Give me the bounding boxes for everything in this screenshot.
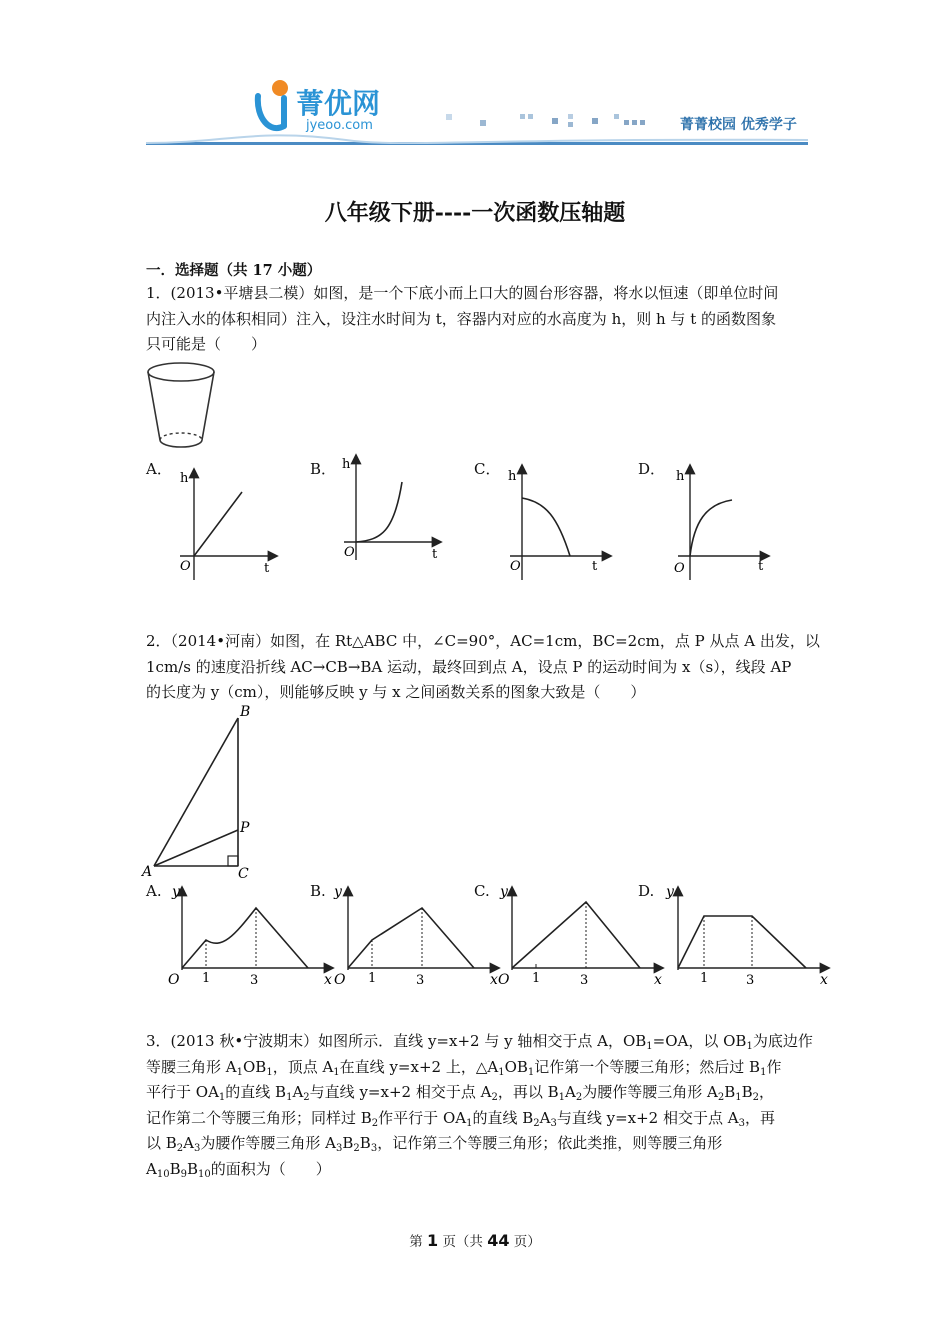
section-heading: 一．选择题（共 17 小题） — [146, 262, 322, 279]
q3-line: 等腰三角形 $A_1OB_1$，顶点 $A_1$在直线 y=x+2 上，$\triangle A_1OB_1$记作第一个等腰三角形；然后过 $B_1$作 — [146, 1057, 782, 1078]
q2-option-d[interactable]: D. — [638, 882, 655, 900]
q1-option-d[interactable]: D． — [638, 460, 666, 478]
q3-line: $A_{10}B_9B_{10}$的面积为（ ） — [146, 1159, 331, 1180]
q2-triangle-figure — [140, 700, 260, 882]
svg-text:O: O — [334, 972, 346, 988]
q2-line: 2．（2014•河南）如图，在 Rt△ABC 中，∠C=90°，AC=1cm，BC=2cm，点 P 从点 A 出发，以 — [146, 632, 820, 650]
svg-text:t: t — [432, 547, 438, 562]
svg-text:t: t — [592, 559, 598, 574]
svg-text:B: B — [240, 704, 251, 720]
q2-graph-a — [160, 880, 340, 992]
q1-line: 1．(2013•平塘县二模）如图，是一个下底小而上口大的圆台形容器，将水以恒速（即单位时间 — [146, 284, 779, 302]
svg-text:O: O — [498, 972, 510, 988]
q2-option-a[interactable]: A. — [146, 882, 162, 900]
q1-option-a[interactable]: A． — [146, 460, 172, 478]
svg-text:3: 3 — [580, 973, 589, 988]
svg-text:x: x — [324, 972, 332, 988]
svg-text:1: 1 — [532, 971, 541, 986]
axis-label-h: h — [180, 471, 189, 486]
svg-text:h: h — [342, 457, 351, 472]
svg-text:O: O — [344, 545, 355, 560]
svg-text:x: x — [820, 972, 828, 988]
q3-line: 记作第二个等腰三角形；同样过 $B_2$作平行于 $OA_1$的直线 $B_2A_3$与直线 y=x+2 相交于点 $A_3$，再 — [146, 1108, 775, 1129]
q1-option-b[interactable]: B． — [310, 460, 337, 478]
svg-text:1: 1 — [202, 971, 211, 986]
svg-text:3: 3 — [416, 973, 425, 988]
q3-line: 以 $B_2A_3$为腰作等腰三角形 $A_3B_2B_3$，记作第三个等腰三角形；依此类推，则等腰三角形 — [146, 1134, 723, 1154]
svg-text:y: y — [500, 884, 508, 900]
q3-line: 3．(2013 秋•宁波期末）如图所示．直线 y=x+2 与 y 轴相交于点 A，$OB_1=OA$，以 $OB_1$为底边作 — [146, 1032, 813, 1052]
page-total: 44 — [487, 1231, 510, 1250]
q2-graph-d — [656, 880, 836, 992]
page-number: 1 — [427, 1231, 439, 1250]
svg-text:y: y — [172, 884, 180, 900]
q2-option-b[interactable]: B. — [310, 882, 326, 900]
svg-text:A: A — [142, 864, 153, 880]
q2-graph-c — [490, 880, 670, 992]
page-footer: 第 1 页（共 44 页） — [409, 1231, 541, 1250]
question-1-text — [146, 281, 810, 358]
svg-text:h: h — [508, 469, 517, 484]
svg-text:3: 3 — [250, 973, 259, 988]
svg-text:1: 1 — [700, 971, 709, 986]
svg-text:y: y — [334, 884, 342, 900]
q1-graph-d — [672, 462, 782, 582]
page-title: 八年级下册----一次函数压轴题 — [324, 200, 626, 226]
cup-figure — [144, 360, 218, 452]
question-3-text — [146, 1029, 813, 1182]
svg-text:x: x — [490, 972, 498, 988]
header-slogan: 菁菁校园 优秀学子 — [680, 117, 797, 133]
q2-line: 的长度为 y（cm），则能够反映 y 与 x 之间函数关系的图象大致是（ ） — [146, 683, 646, 701]
q1-line: 只可能是（ ） — [146, 335, 267, 353]
q2-graph-b — [326, 880, 506, 992]
logo-url: jyeoo.com — [306, 118, 373, 133]
svg-text:t: t — [758, 559, 764, 574]
q2-line: 1cm/s 的速度沿折线 AC→CB→BA 运动，最终回到点 A，设点 P 的运动时间为 x（s），线段 AP — [146, 657, 792, 676]
q1-option-c[interactable]: C． — [474, 460, 501, 478]
svg-text:h: h — [676, 469, 685, 484]
header — [146, 78, 808, 148]
svg-text:3: 3 — [746, 973, 755, 988]
svg-text:O: O — [674, 561, 685, 576]
svg-text:C: C — [238, 866, 249, 882]
svg-text:O: O — [510, 559, 521, 574]
q1-graph-a — [170, 462, 280, 582]
svg-text:1: 1 — [368, 971, 377, 986]
svg-text:P: P — [240, 820, 250, 836]
q1-graph-b — [336, 452, 446, 572]
origin-label: O — [180, 559, 191, 574]
svg-text:y: y — [666, 884, 674, 900]
q1-line: 内注入水的体积相同）注入，设注水时间为 t，容器内对应的水高度为 h，则 h 与 t 的函数图象 — [146, 309, 776, 328]
axis-label-t: t — [264, 561, 270, 576]
header-swoosh — [146, 118, 808, 144]
q2-option-c[interactable]: C. — [474, 882, 490, 900]
q3-line: 平行于 $OA_1$的直线 $B_1A_2$与直线 y=x+2 相交于点 $A_2$，再以 $B_1A_2$为腰作等腰三角形 $A_2B_1B_2$， — [146, 1083, 775, 1103]
logo-cn: 菁优网 — [296, 87, 381, 120]
svg-text:x: x — [654, 972, 662, 988]
q1-graph-c — [506, 462, 616, 582]
question-2-text — [146, 629, 820, 706]
svg-text:O: O — [168, 972, 180, 988]
